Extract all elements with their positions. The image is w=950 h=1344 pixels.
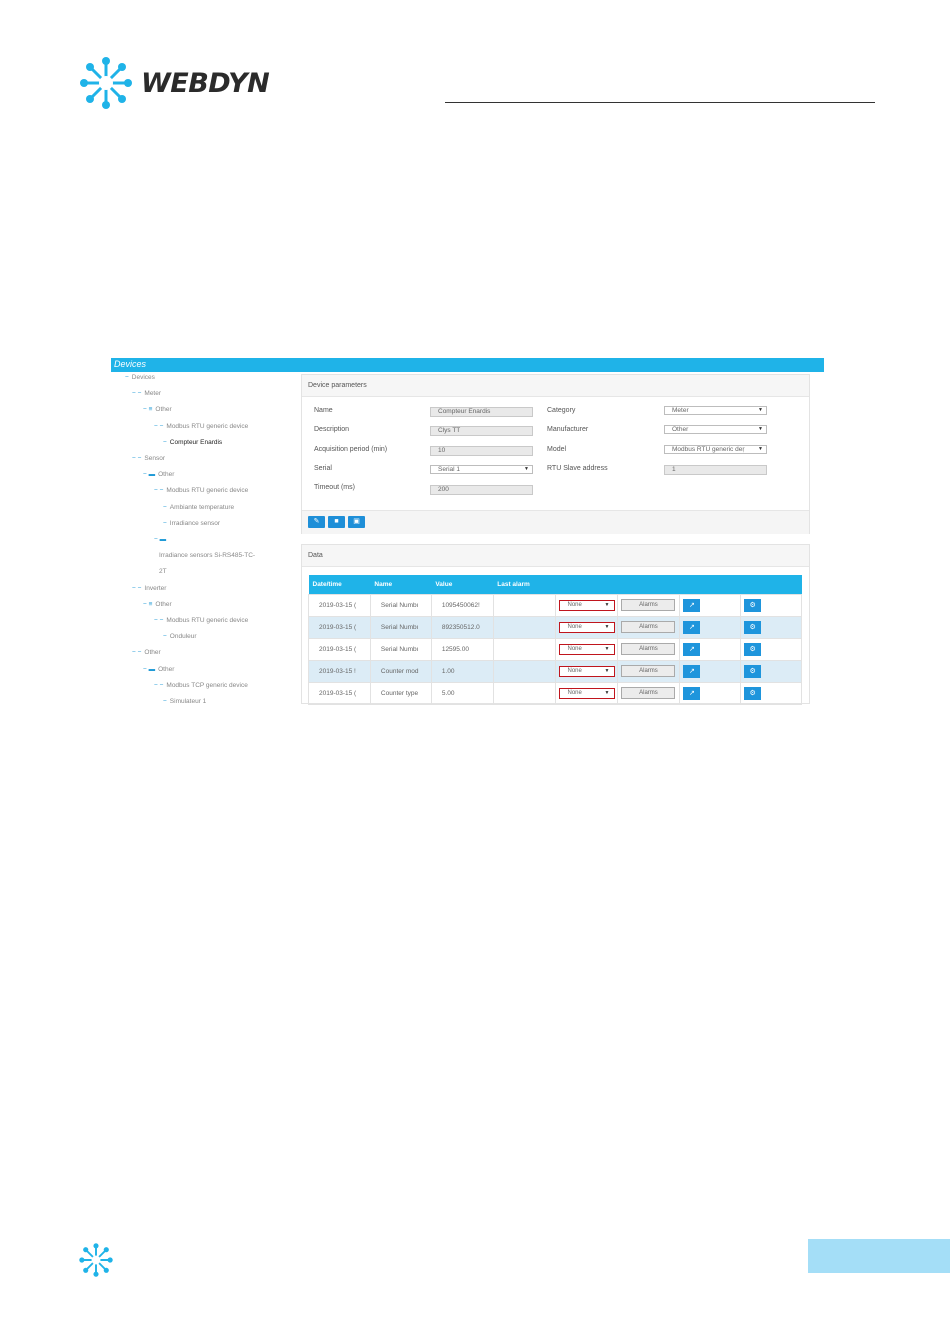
acquisition-period-label: Acquisition period (min) (314, 446, 388, 453)
name-label: Name (314, 407, 333, 414)
tree-node[interactable] (163, 698, 206, 705)
devices-title: Devices (114, 359, 147, 369)
cell-last-alarm (493, 682, 555, 704)
cell-action-2 (741, 638, 802, 660)
description-label: Description (314, 426, 350, 433)
alarm-level-select[interactable] (559, 644, 615, 655)
tree-node[interactable] (163, 633, 197, 640)
footer-webdyn-logo-icon (78, 1242, 114, 1278)
category-label: Category (547, 407, 576, 414)
timeout-label: Timeout (ms) (314, 484, 355, 491)
cell-alarms-button (618, 616, 680, 638)
cell-value: 12595.00 (431, 638, 493, 660)
tree-node-label: Simulateur 1 (169, 698, 207, 705)
tree-toggle-icon[interactable]: − ▬ (143, 665, 156, 673)
cell-value: 5.00 (431, 682, 493, 704)
model-label: Model (547, 446, 567, 453)
tree-node[interactable] (132, 585, 166, 592)
tree-node-label: Other (158, 665, 175, 673)
data-panel (301, 544, 810, 704)
col-name: Name (370, 575, 431, 594)
alarm-level-select[interactable] (559, 622, 615, 633)
cell-action-2 (741, 594, 802, 616)
dropdown-arrow-icon: ▼ (604, 623, 610, 630)
timeout-field[interactable]: 200 (430, 485, 533, 495)
name-field[interactable]: Compteur Enardis (430, 407, 533, 417)
tree-toggle-icon[interactable]: − ≡ (143, 600, 153, 608)
cell-action-1 (680, 682, 741, 704)
alarms-button[interactable]: Alarms (621, 687, 675, 699)
tree-node-label: Modbus RTU generic device (166, 422, 249, 430)
model-value: Modbus RTU generic deṛ (672, 446, 745, 453)
tree-node-label: Inverter (144, 584, 167, 592)
manufacturer-label: Manufacturer (547, 426, 589, 433)
tree-node-label: Irradiance sensors Si-RS485-TC- (159, 552, 256, 560)
tree-node-label: Other (155, 600, 172, 608)
dropdown-arrow-icon: ▼ (604, 689, 610, 696)
tree-node[interactable] (154, 423, 248, 430)
alarms-button[interactable]: Alarms (621, 643, 675, 655)
tree-node-label: Meter (144, 390, 162, 398)
alarm-level-value: None (567, 645, 582, 652)
alarms-button[interactable]: Alarms (621, 665, 675, 677)
tree-toggle-icon[interactable]: − − (132, 649, 142, 657)
tree-node[interactable] (125, 374, 155, 381)
cell-name: Serial Numbı (370, 594, 431, 616)
tree-node[interactable] (154, 617, 248, 624)
tree-node[interactable] (154, 536, 169, 543)
description-field[interactable]: Clys TT (430, 426, 533, 436)
cell-alarm-select (555, 638, 618, 660)
tree-node[interactable] (163, 439, 222, 446)
tree-node[interactable] (159, 568, 167, 575)
alarm-level-value: None (567, 689, 582, 696)
cell-alarms-button (618, 660, 680, 682)
tree-node[interactable] (154, 487, 248, 494)
tree-toggle-icon[interactable]: − − (132, 390, 142, 398)
tree-node-label: Modbus TCP generic device (166, 681, 248, 689)
col-value: Value (431, 575, 493, 594)
cell-last-alarm (493, 616, 555, 638)
dropdown-arrow-icon: ▼ (758, 407, 763, 413)
serial-select[interactable] (430, 465, 533, 474)
cell-datetime: 2019-03-15 ! (309, 660, 371, 682)
cell-action-2 (741, 682, 802, 704)
tree-toggle-icon[interactable]: − − (154, 681, 164, 689)
tree-toggle-icon[interactable]: − − (154, 617, 164, 624)
brand-name: WEBDYN (141, 67, 270, 99)
alarms-button[interactable]: Alarms (621, 621, 675, 633)
cell-alarm-select (555, 594, 618, 616)
webdyn-star-logo-icon (78, 55, 134, 111)
cell-action-2 (741, 616, 802, 638)
col-alarms-button (618, 575, 680, 594)
settings-icon[interactable]: ⚙ (744, 643, 761, 656)
tree-node-label: Onduleur (169, 633, 197, 641)
page-number-box (808, 1239, 950, 1273)
col-last-alarm: Last alarm (493, 575, 555, 594)
tree-node[interactable] (143, 601, 172, 608)
chart-icon[interactable]: ↗ (683, 643, 700, 656)
category-value: Meter (672, 407, 689, 414)
cell-datetime: 2019-03-15 ( (309, 616, 371, 638)
chart-icon[interactable]: ↗ (683, 687, 700, 700)
devices-title-bar (111, 358, 824, 372)
copy-icon: ▣ (353, 518, 360, 525)
tree-toggle-icon[interactable]: − − (132, 584, 142, 592)
col-action-1 (680, 575, 741, 594)
chart-icon[interactable]: ↗ (683, 665, 700, 678)
manufacturer-select[interactable] (664, 425, 767, 434)
tree-node[interactable] (132, 455, 165, 462)
cell-alarms-button (618, 594, 680, 616)
cell-value: 1.00 (431, 660, 493, 682)
cell-name: Serial Numbı (370, 638, 431, 660)
tree-node-label: Ambiante temperature (169, 503, 235, 511)
serial-label: Serial (314, 465, 332, 472)
cell-alarms-button (618, 638, 680, 660)
cell-last-alarm (493, 638, 555, 660)
alarm-level-select[interactable] (559, 666, 615, 677)
alarm-level-value: None (567, 623, 582, 630)
tree-toggle-icon[interactable]: − (163, 438, 167, 446)
tree-toggle-icon[interactable]: − (163, 503, 167, 511)
cell-last-alarm (493, 594, 555, 616)
tree-node-label: Devices (131, 374, 155, 381)
cell-value: 1095450062! (431, 594, 493, 616)
table-row (309, 616, 802, 638)
tree-node[interactable] (132, 649, 161, 656)
data-table (308, 575, 802, 705)
tree-toggle-icon[interactable]: − ▬ (154, 536, 167, 543)
dropdown-arrow-icon: ▼ (604, 645, 610, 652)
col-action-2 (741, 575, 802, 594)
dropdown-arrow-icon: ▼ (758, 426, 763, 432)
dropdown-arrow-icon: ▼ (758, 446, 763, 452)
tree-toggle-icon[interactable]: − (163, 519, 167, 527)
data-table-header (309, 575, 802, 594)
settings-icon[interactable]: ⚙ (744, 687, 761, 700)
chart-icon[interactable]: ↗ (683, 599, 700, 612)
tree-node-label: Compteur Enardis (169, 438, 223, 446)
dropdown-arrow-icon: ▼ (524, 466, 529, 472)
table-row (309, 660, 802, 682)
tree-node[interactable] (132, 390, 161, 397)
cell-name: Counter mod (370, 660, 431, 682)
alarm-level-select[interactable] (559, 688, 615, 699)
tree-node-label: Other (158, 471, 175, 479)
cell-action-1 (680, 638, 741, 660)
tree-toggle-icon[interactable]: − − (154, 422, 164, 430)
table-row (309, 638, 802, 660)
tree-node[interactable] (163, 504, 234, 511)
table-row (309, 594, 802, 616)
tree-node-label: Modbus RTU generic device (166, 617, 249, 624)
webdyn-logo (78, 55, 269, 111)
cell-value: 892350512.0 (431, 616, 493, 638)
tree-node-label: Sensor (144, 455, 166, 462)
header-rule (445, 102, 875, 103)
settings-icon[interactable]: ⚙ (744, 621, 761, 634)
tree-node[interactable] (154, 682, 248, 689)
tree-node-label: 2T (159, 568, 167, 576)
serial-value: Serial 1 (438, 466, 461, 473)
tree-node[interactable] (143, 666, 174, 673)
col-alarm-select (555, 575, 618, 594)
tree-node[interactable] (159, 552, 255, 559)
model-select[interactable] (664, 445, 767, 454)
tree-toggle-icon[interactable]: − ▬ (143, 471, 156, 479)
cell-action-1 (680, 616, 741, 638)
dropdown-arrow-icon: ▼ (604, 601, 610, 608)
cell-action-1 (680, 594, 741, 616)
device-toolbar (302, 510, 809, 534)
manufacturer-value: Other (672, 426, 689, 433)
device-parameters-title: Device parameters (302, 375, 809, 397)
tree-node-label: Irradiance sensor (169, 519, 221, 527)
acquisition-period-field[interactable]: 10 (430, 446, 533, 456)
cell-alarm-select (555, 682, 618, 704)
tree-node[interactable] (143, 471, 174, 478)
rtu-slave-address-field[interactable]: 1 (664, 465, 767, 475)
tree-toggle-icon[interactable]: − (163, 633, 167, 641)
tree-node[interactable] (143, 406, 172, 413)
tree-toggle-icon[interactable]: − − (132, 455, 142, 462)
copy-button[interactable] (348, 516, 365, 528)
alarm-level-select[interactable] (559, 600, 615, 611)
cell-alarm-select (555, 660, 618, 682)
settings-icon[interactable]: ⚙ (744, 665, 761, 678)
cell-name: Counter type (370, 682, 431, 704)
settings-icon[interactable]: ⚙ (744, 599, 761, 612)
col-datetime: Date/time (309, 575, 371, 594)
tree-node-label: Other (155, 406, 172, 414)
tree-toggle-icon[interactable]: − ≡ (143, 406, 153, 414)
chart-icon[interactable]: ↗ (683, 621, 700, 634)
cell-alarm-select (555, 616, 618, 638)
dropdown-arrow-icon: ▼ (604, 667, 610, 674)
rtu-slave-address-label: RTU Slave address (547, 465, 608, 472)
category-select[interactable] (664, 406, 767, 415)
alarm-level-value: None (567, 601, 582, 608)
trash-icon: ■ (334, 518, 339, 525)
cell-name: Serial Numbı (370, 616, 431, 638)
pencil-icon: ✎ (313, 518, 320, 525)
data-title: Data (302, 545, 809, 567)
delete-button[interactable] (328, 516, 345, 528)
edit-button[interactable] (308, 516, 325, 528)
tree-node-label: Modbus RTU generic device (166, 487, 249, 495)
table-row (309, 682, 802, 704)
device-parameters-panel (301, 374, 810, 534)
cell-datetime: 2019-03-15 ( (309, 638, 371, 660)
devices-screenshot (111, 358, 824, 704)
cell-last-alarm (493, 660, 555, 682)
tree-toggle-icon[interactable]: − (125, 374, 129, 381)
cell-action-2 (741, 660, 802, 682)
cell-action-1 (680, 660, 741, 682)
cell-datetime: 2019-03-15 ( (309, 594, 371, 616)
cell-alarms-button (618, 682, 680, 704)
cell-datetime: 2019-03-15 ( (309, 682, 371, 704)
alarms-button[interactable]: Alarms (621, 599, 675, 611)
tree-node-label: Other (144, 649, 161, 657)
alarm-level-value: None (567, 667, 582, 674)
tree-toggle-icon[interactable]: − − (154, 487, 164, 495)
tree-toggle-icon[interactable]: − (163, 698, 167, 705)
tree-node[interactable] (163, 520, 220, 527)
